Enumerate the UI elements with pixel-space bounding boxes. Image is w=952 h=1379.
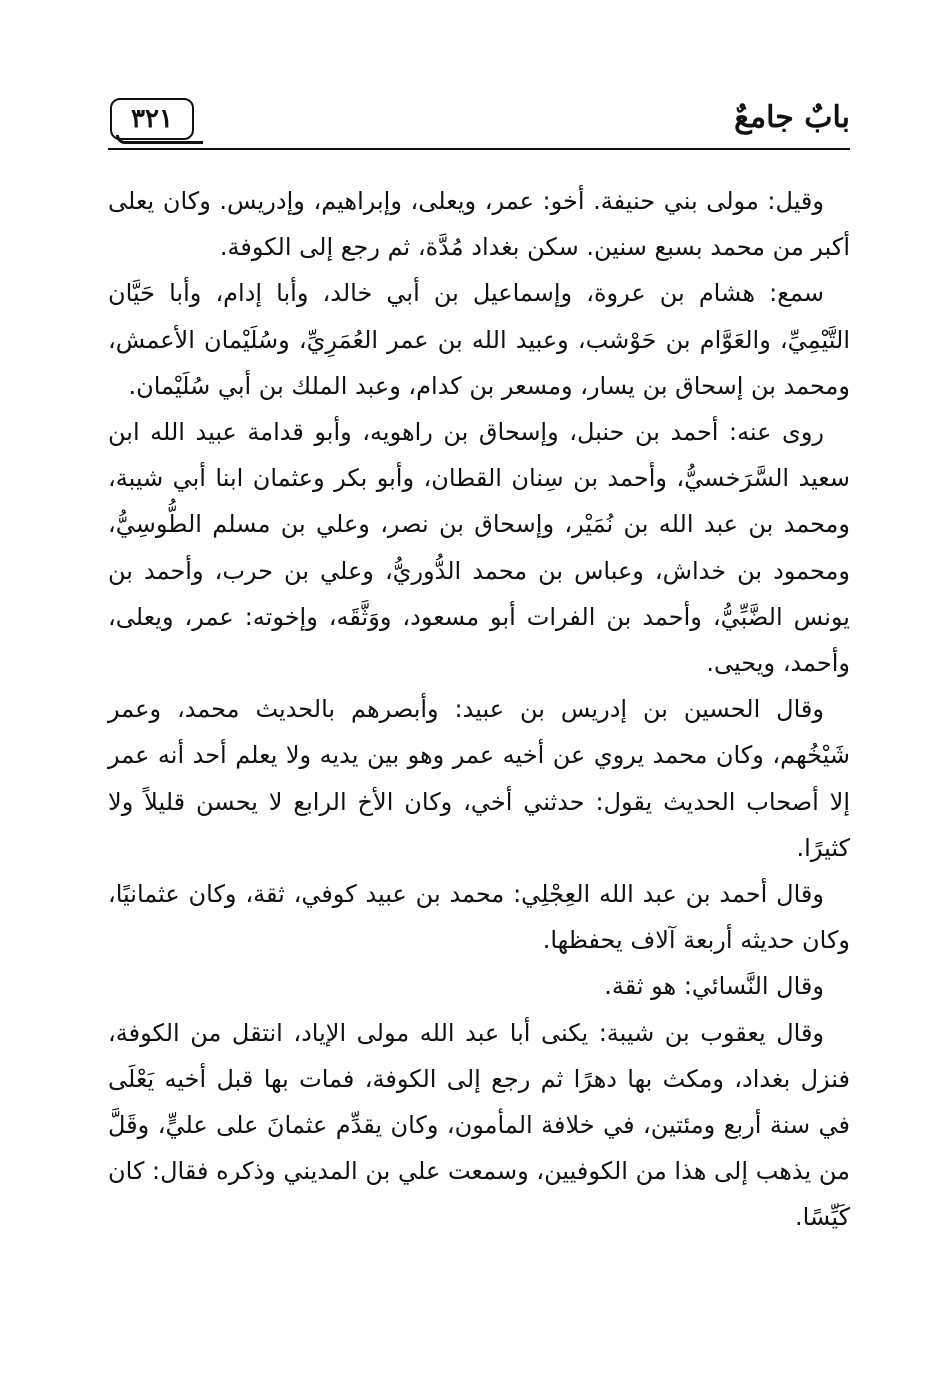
paragraph: وقال أحمد بن عبد الله العِجْلِي: محمد بن عبيد كوفي، ثقة، وكان عثمانيًا، وكان حديثه أربعة آلاف يحفظها. <box>108 880 850 955</box>
page-number: ٣٢١ <box>110 98 194 140</box>
paragraph: وقال الحسين بن إدريس بن عبيد: وأبصرهم بالحديث محمد، وعمر شَيْخُهم، وكان محمد يروي عن أخيه عمر وهو بين يديه ولا يعلم أحد أنه عمر إلا أصحاب الحديث يقول: حدثني أخي، وكان الأخ الرابع لا يحسن قليلاً ولا كثيرًا. <box>108 695 850 862</box>
paragraph: سمع: هشام بن عروة، وإسماعيل بن أبي خالد، وأبا إدام، وأبا حَيَّان التَّيْمِيِّ، والعَوَّام بن حَوْشب، وعبيد الله بن عمر العُمَرِيِّ، وسُلَيْمان الأعمش، ومحمد بن إسحاق بن يسار، ومسعر بن كدام، وعبد الملك بن أبي سُلَيْمان. <box>108 279 850 400</box>
chapter-title: بابٌ جامعٌ <box>734 100 850 135</box>
header-divider <box>108 148 850 150</box>
paragraph: وقال النَّسائي: هو ثقة. <box>604 972 824 1001</box>
page-header <box>108 92 850 152</box>
paragraph: روى عنه: أحمد بن حنبل، وإسحاق بن راهويه، وأبو قدامة عبيد الله ابن سعيد السَّرَخسيُّ، وأحمد بن سِنان القطان، وأبو بكر وعثمان ابنا أبي شيبة، ومحمد بن عبد الله بن نُمَيْر، وإسحاق بن نصر، وعلي بن مسلم الطُّوسِيُّ، ومحمود بن خداش، وعباس بن محمد الدُّوريُّ، وعلي بن حرب، وأحمد بن يونس الضَّبِّيُّ، وأحمد بن الفرات أبو مسعود، ووَثَّقَه، وإخوته: عمر، ويعلى، وأحمد، ويحيى. <box>108 418 850 678</box>
paragraph: وقال يعقوب بن شيبة: يكنى أبا عبد الله مولى الإياد، انتقل من الكوفة، فنزل بغداد، ومكث بها دهرًا ثم رجع إلى الكوفة، فمات بها قبل أخيه يَعْلَى في سنة أربع ومئتين، في خلافة المأمون، وكان يقدِّم عثمانَ على عليٍّ، وقَلَّ من يذهب إلى هذا من الكوفيين، وسمعت علي بن المديني وذكره فقال: كان كَيِّسًا. <box>108 1018 850 1232</box>
page-body <box>108 178 850 1241</box>
paragraph: وقيل: مولى بني حنيفة. أخو: عمر، ويعلى، وإبراهيم، وإدريس. وكان يعلى أكبر من محمد بسبع سنين. سكن بغداد مُدَّة، ثم رجع إلى الكوفة. <box>108 187 850 262</box>
